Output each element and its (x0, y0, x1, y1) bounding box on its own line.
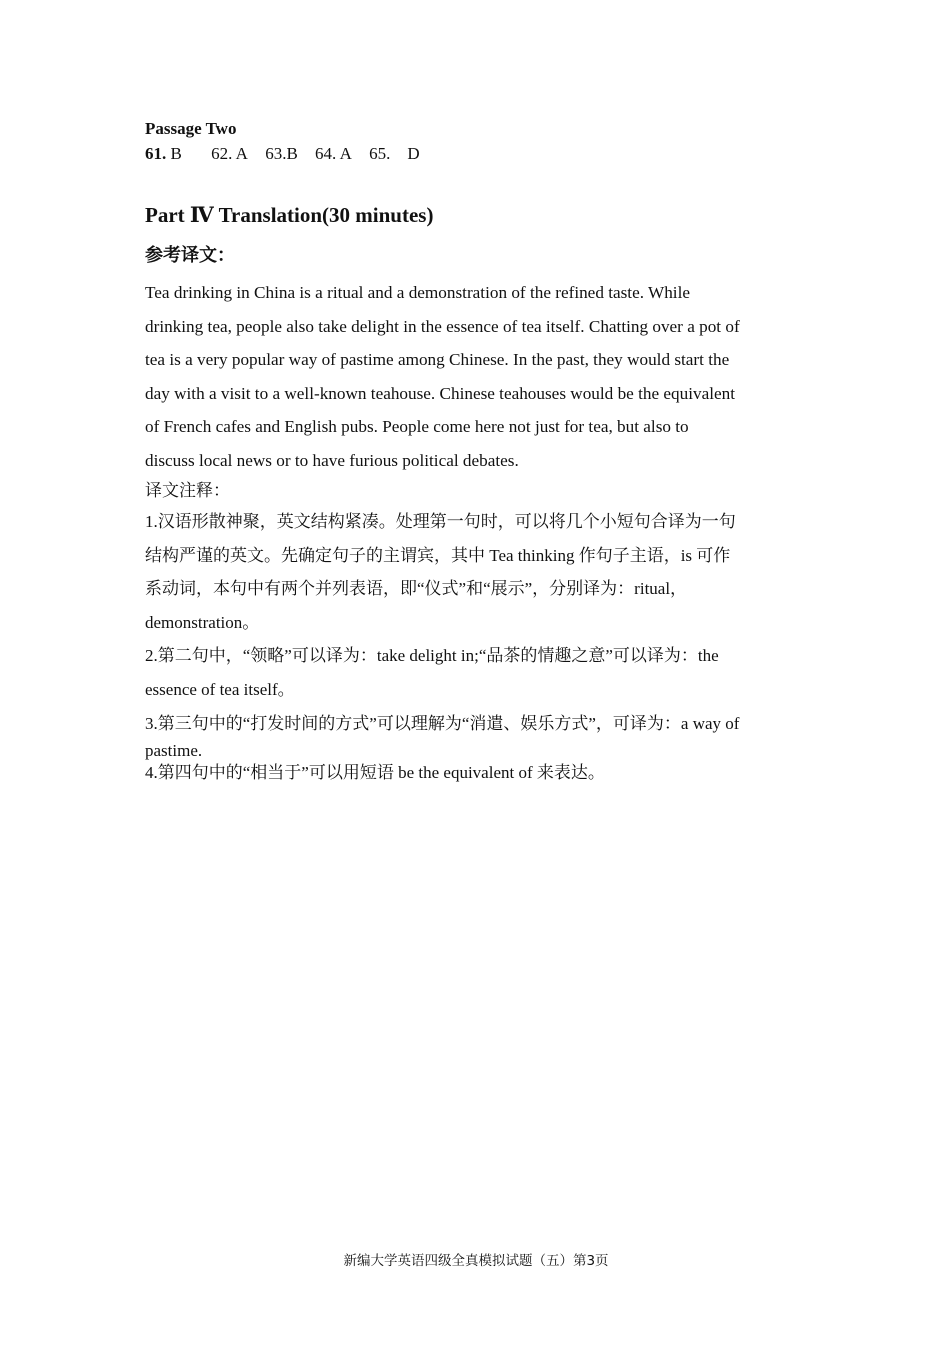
translation-line: drinking tea, people also take delight in the essence of tea itself. Chatting over a pot of (145, 316, 740, 336)
reference-translation-label: 参考译文： (145, 245, 235, 266)
translation-paragraph (145, 276, 815, 478)
translation-line: tea is a very popular way of pastime among Chinese. In the past, they would start the (145, 350, 730, 370)
note-line: 4.第四句中的“相当于”可以用短语 be the equivalent of 来表达。 (145, 763, 605, 783)
answer-number: 64. (315, 144, 337, 163)
answer-number: 65. (369, 144, 391, 163)
answer-letter: B (286, 144, 298, 163)
note-line: 系动词，本句中有两个并列表语，即“仪式”和“展示”，分别译为：ritual， (145, 579, 688, 599)
passage-heading: Passage Two (145, 119, 237, 138)
answer-61 (145, 144, 182, 164)
answer-64 (315, 144, 352, 164)
note-line: essence of tea itself。 (145, 679, 295, 699)
translation-line: day with a visit to a well-known teahouse. Chinese teahouses would be the equivalent (145, 383, 735, 403)
answer-letter: A (235, 144, 248, 163)
note-line: 2.第二句中，“领略”可以译为：take delight in;“品茶的情趣之意”可以译为：the (145, 646, 719, 666)
answer-letter: A (339, 144, 352, 163)
translation-line: of French cafes and English pubs. People come here not just for tea, but also to (145, 417, 689, 437)
translation-notes (145, 505, 815, 784)
answer-letter: D (407, 144, 420, 163)
answer-number: 63. (265, 144, 287, 163)
note-line: 3.第三句中的“打发时间的方式”可以理解为“消遣、娱乐方式”，可译为：a way of (145, 713, 740, 733)
page-footer: 新编大学英语四级全真模拟试题（五）第3页 (343, 1253, 609, 1269)
answer-65 (369, 144, 420, 164)
part-heading: Part Ⅳ Translation(30 minutes) (145, 203, 434, 227)
answer-62 (211, 144, 248, 164)
answer-number: 62. (211, 144, 233, 163)
note-line: pastime. (145, 741, 203, 761)
note-line: 1.汉语形散神聚，英文结构紧凑。处理第一句时，可以将几个小短句合译为一句 (145, 512, 736, 531)
translation-line: Tea drinking in China is a ritual and a demonstration of the refined taste. While (145, 283, 690, 302)
answer-number: 61. (145, 144, 167, 163)
translation-line: discuss local news or to have furious political debates. (145, 450, 519, 470)
translation-notes-label: 译文注释： (145, 481, 230, 501)
note-line: demonstration。 (145, 612, 260, 632)
answer-key-row (145, 144, 433, 164)
answer-letter: B (170, 144, 182, 163)
answer-63 (265, 144, 298, 164)
note-line: 结构严谨的英文。先确定句子的主谓宾，其中 Tea thinking 作句子主语，is 可作 (145, 545, 731, 565)
